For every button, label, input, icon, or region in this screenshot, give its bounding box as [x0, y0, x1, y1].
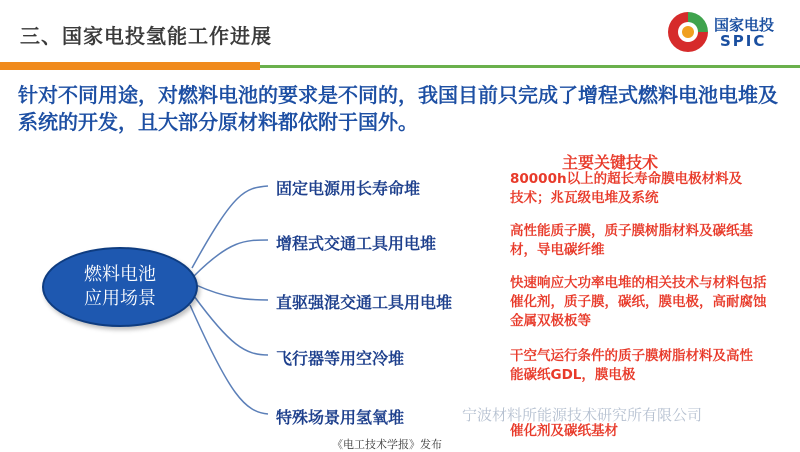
intro-paragraph: 针对不同用途，对燃料电池的要求是不同的，我国目前只完成了增程式燃料电池电堆及系统的开发，且大部分原材料都依附于国外。: [18, 83, 778, 134]
logo-name-cn: 国家电投: [714, 16, 775, 34]
tech-description: 高性能质子膜，质子膜树脂材料及碳纸基材，导电碳纤维: [510, 223, 753, 258]
tech-description: 干空气运行条件的质子膜树脂材料及高性能碳纸GDL，膜电极: [510, 348, 753, 383]
logo-name-en: SPIC: [720, 32, 767, 50]
scenario-label: 直驱强混交通工具用电堆: [276, 293, 453, 312]
tech-description: 快速响应大功率电堆的相关技术与材料包括催化剂，质子膜，碳纸，膜电极，高耐腐蚀金属双极板等: [510, 275, 767, 329]
watermark: 宁波材料所能源技术研究所有限公司: [462, 406, 703, 424]
scenario-label: 增程式交通工具用电堆: [276, 234, 437, 253]
source-caption: 《电工技术学报》发布: [332, 438, 442, 451]
center-node-line2: 应用场景: [84, 288, 156, 309]
scenario-label: 飞行器等用空冷堆: [276, 349, 405, 368]
scenario-label: 固定电源用长寿命堆: [276, 179, 421, 198]
center-node: [42, 247, 198, 327]
center-node-line1: 燃料电池: [84, 264, 156, 285]
scenario-label: 特殊场景用氢氧堆: [276, 408, 405, 427]
tech-heading: 主要关键技术: [562, 153, 659, 172]
tech-description: 催化剂及碳纸基材: [510, 423, 618, 439]
tech-description: 80000h以上的超长寿命膜电极材料及技术；兆瓦级电堆及系统: [510, 171, 743, 206]
page-title: 三、国家电投氢能工作进展: [20, 24, 272, 48]
